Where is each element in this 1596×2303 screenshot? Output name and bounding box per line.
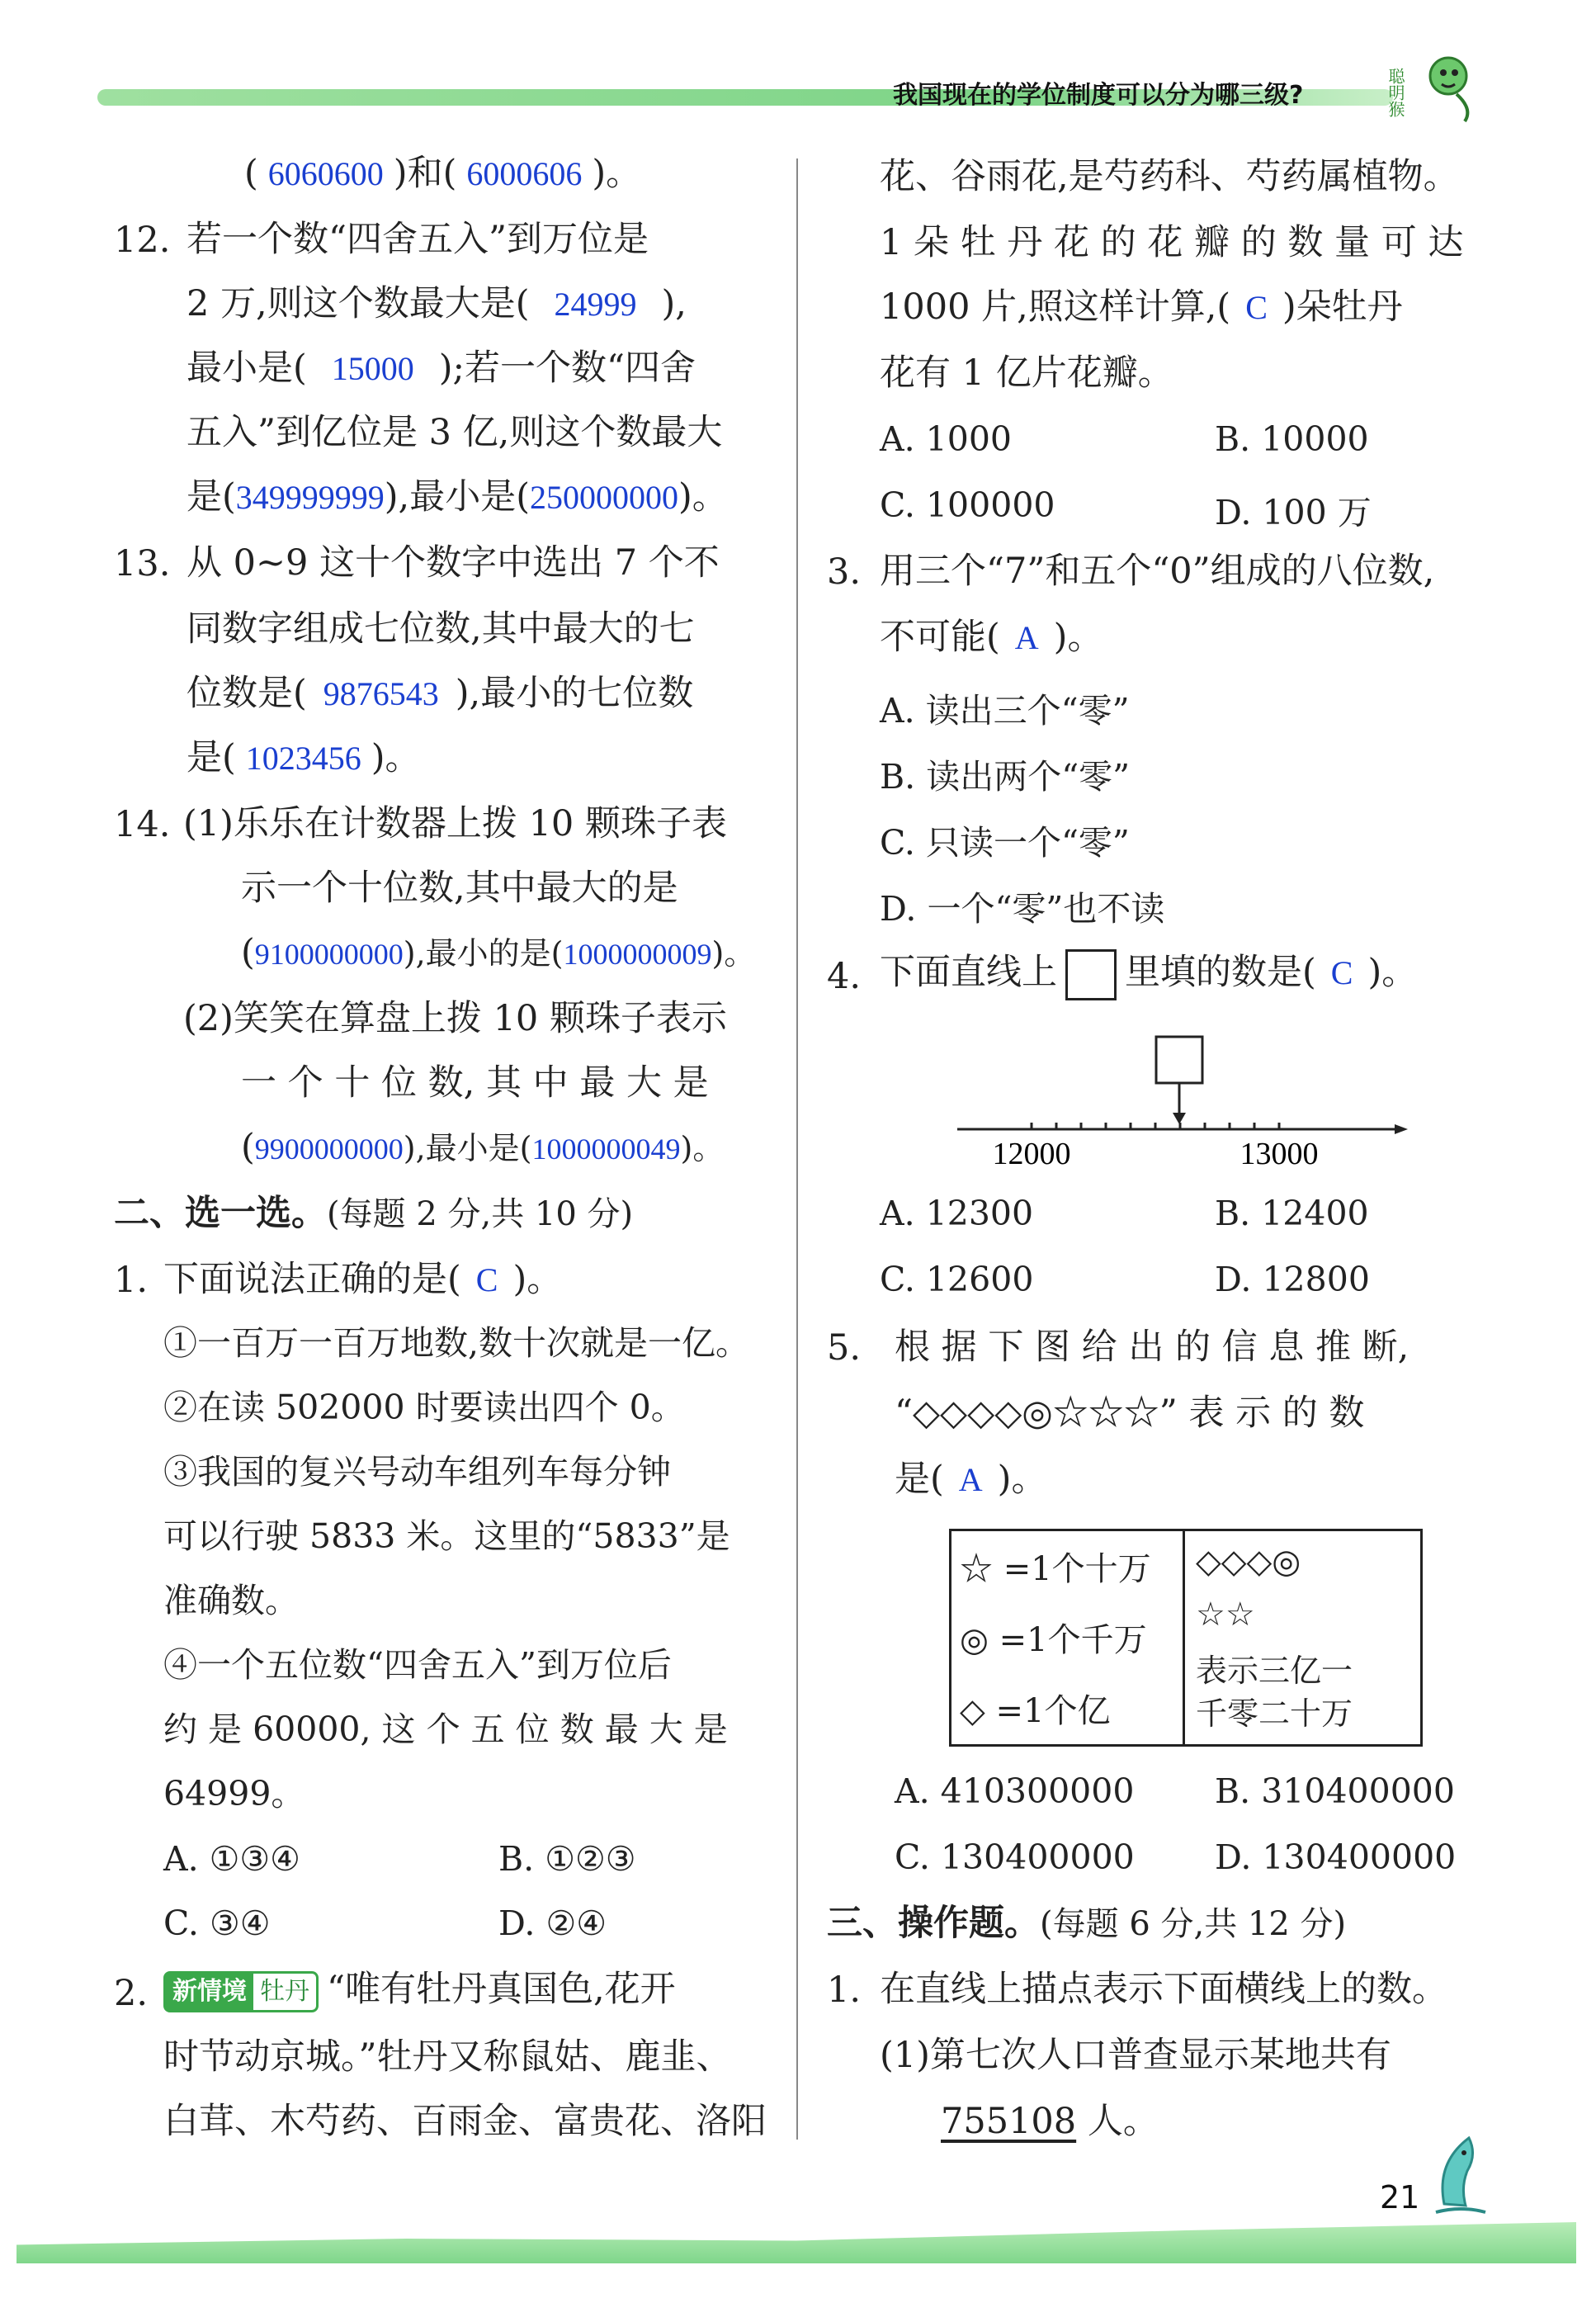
s2q1-statement: 64999。 — [163, 1774, 305, 1814]
answer: 9876543 — [323, 675, 439, 712]
s2q3-line: 不可能( A )。 — [880, 617, 1103, 658]
answer: A — [1014, 619, 1039, 656]
s2q1-statement: ④一个五位数“四舍五入”到万位后 — [163, 1645, 672, 1685]
question-number: 5. — [827, 1327, 862, 1369]
answer: C — [1245, 289, 1268, 326]
q14-line: (9100000000),最小的是(1000000009)。 — [241, 932, 756, 973]
question-number: 12. — [114, 220, 171, 261]
option-d: D. 12800 — [1215, 1260, 1370, 1299]
s2q3-line: 用三个“7”和五个“0”组成的八位数, — [880, 551, 1435, 592]
q13-line: 位数是( 9876543 ),最小的七位数 — [187, 673, 694, 714]
example-meaning: 表示三亿一 — [1196, 1653, 1353, 1689]
legend-star: ☆ =1个十万 — [960, 1550, 1151, 1588]
number-line-diagram — [949, 1032, 1411, 1180]
s2q1-statement: 约 是 60000, 这 个 五 位 数 最 大 是 — [163, 1710, 728, 1749]
header-question: 我国现在的学位制度可以分为哪三级? — [893, 81, 1304, 110]
question-number: 13. — [114, 543, 171, 584]
s2q5-line: 根 据 下 图 给 出 的 信 息 推 断, — [895, 1326, 1409, 1368]
answer: 24999 — [554, 286, 637, 323]
pointer-arrow — [1173, 1113, 1186, 1124]
mascot-text: 聪明猴 — [1386, 68, 1405, 117]
q13-line: 是( 1023456 )。 — [187, 737, 421, 778]
option-b: B. 读出两个“零” — [880, 757, 1131, 797]
option-b: B. 10000 — [1215, 419, 1369, 459]
q13-line: 从 0~9 这十个数字中选出 7 个不 — [187, 542, 720, 584]
option-b: B. ①②③ — [498, 1839, 636, 1879]
s2q4-line: 下面直线上 里填的数是( C )。 — [880, 949, 1417, 1000]
q12-line: 若一个数“四舍五入”到万位是 — [187, 219, 649, 260]
page-number: 21 — [1380, 2179, 1420, 2216]
answer: 15000 — [331, 350, 414, 387]
question-number: 3. — [827, 551, 862, 593]
q12-line: 2 万,则这个数最大是( 24999 ), — [187, 283, 687, 324]
dolphin-icon — [1428, 2130, 1494, 2220]
example-symbols: ◇◇◇◎ — [1196, 1543, 1301, 1581]
q11-answer-line: ( 6060600 )和( 6000606 )。 — [244, 153, 642, 194]
q13-line: 同数字组成七位数,其中最大的七 — [187, 608, 695, 650]
answer: 349999999 — [235, 479, 385, 516]
s3q1-line: (1)第七次人口普查显示某地共有 — [880, 2035, 1391, 2076]
legend-double-circle: ◎ =1个千万 — [960, 1621, 1147, 1659]
s2q1-stem: 下面说法正确的是( C )。 — [163, 1259, 563, 1300]
option-a: A. 12300 — [880, 1194, 1034, 1233]
option-c: C. 12600 — [880, 1260, 1034, 1299]
s2q2-line: 花有 1 亿片花瓣。 — [880, 352, 1173, 394]
option-a: A. ①③④ — [163, 1839, 300, 1879]
option-c: C. ③④ — [163, 1903, 271, 1943]
s2q2-line: 时节动京城。”牡丹又称鼠姑、鹿韭、 — [163, 2036, 732, 2078]
answer: 1000000009 — [563, 938, 712, 971]
section-3-title: 三、操作题。(每题 6 分,共 12 分) — [827, 1903, 1347, 1944]
question-number: 4. — [827, 956, 862, 997]
s2q1-statement: 可以行驶 5833 米。这里的“5833”是 — [163, 1516, 730, 1556]
footer-bar — [17, 2222, 1576, 2263]
legend-diamond: ◇ =1个亿 — [960, 1692, 1111, 1730]
section-2-title: 二、选一选。(每题 2 分,共 10 分) — [114, 1193, 634, 1234]
q14-line: (9900000000),最小是(1000000049)。 — [241, 1127, 725, 1168]
s2q2-line: 1000 片,照这样计算,( C )朵牡丹 — [880, 286, 1403, 328]
q12-line: 五入”到亿位是 3 亿,则这个数最大 — [187, 412, 723, 453]
s2q5-line: “◇◇◇◇◎☆☆☆” 表 示 的 数 — [895, 1393, 1365, 1434]
s2q1-statement: ①一百万一百万地数,数十次就是一亿。 — [163, 1323, 750, 1363]
option-c: C. 只读一个“零” — [880, 823, 1130, 863]
monkey-mascot-icon — [1386, 43, 1481, 124]
s2q1-statement: ③我国的复兴号动车组列车每分钟 — [163, 1452, 671, 1492]
question-number: 1. — [827, 1970, 862, 2011]
question-number: 2. — [114, 1973, 149, 2014]
s2q2-line: 1 朵 牡 丹 花 的 花 瓣 的 数 量 可 达 — [880, 222, 1464, 263]
answer: 1023456 — [245, 740, 361, 777]
s3q1-line: 在直线上描点表示下面横线上的数。 — [880, 1969, 1447, 2010]
answer: A — [958, 1461, 983, 1498]
answer: 6060600 — [267, 155, 384, 192]
s2q2-line: 新情境 牡丹 “唯有牡丹真国色,花开 — [163, 1970, 676, 2012]
blank-box — [1065, 949, 1117, 1000]
s2q1-statement: 准确数。 — [163, 1581, 299, 1620]
underlined-number: 755108 — [941, 2101, 1077, 2142]
option-b: B. 310400000 — [1215, 1771, 1455, 1811]
option-a: A. 410300000 — [895, 1771, 1135, 1811]
answer: C — [475, 1261, 498, 1298]
tick-label: 12000 — [992, 1137, 1071, 1171]
option-d: D. 100 万 — [1215, 493, 1372, 532]
option-a: A. 1000 — [880, 419, 1013, 459]
s2q1-statement: ②在读 502000 时要读出四个 0。 — [163, 1388, 685, 1427]
q14-line: 一 个 十 位 数, 其 中 最 大 是 — [241, 1062, 709, 1104]
blank-box — [1156, 1037, 1202, 1083]
answer: 9900000000 — [254, 1133, 404, 1166]
example-symbols: ☆☆ — [1196, 1596, 1255, 1634]
q14-line: 示一个十位数,其中最大的是 — [241, 868, 678, 909]
symbol-legend-table — [949, 1529, 1423, 1747]
answer: C — [1330, 954, 1353, 991]
option-a: A. 读出三个“零” — [880, 691, 1130, 731]
q12-line: 最小是( 15000 );若一个数“四舍 — [187, 348, 696, 389]
s2q2-line: 花、谷雨花,是芍药科、芍药属植物。 — [880, 156, 1459, 197]
q12-line: 是(349999999),最小是(250000000)。 — [187, 476, 728, 518]
question-number: 1. — [114, 1260, 149, 1301]
s2q5-line: 是( A )。 — [895, 1459, 1047, 1500]
option-c: C. 130400000 — [895, 1837, 1135, 1877]
answer: 250000000 — [530, 479, 679, 516]
q14-line: (2)笑笑在算盘上拨 10 颗珠子表示 — [183, 998, 727, 1039]
line-arrowhead — [1395, 1124, 1408, 1134]
example-meaning: 千零二十万 — [1196, 1695, 1353, 1732]
new-context-badge: 新情境 牡丹 — [163, 1971, 319, 2012]
q14-line: (1)乐乐在计数器上拨 10 颗珠子表 — [183, 803, 727, 844]
answer: 6000606 — [466, 155, 583, 192]
option-d: D. 一个“零”也不读 — [880, 889, 1165, 929]
answer: 9100000000 — [254, 938, 404, 971]
column-divider — [796, 158, 798, 2140]
option-c: C. 100000 — [880, 485, 1055, 525]
tick-label: 13000 — [1239, 1137, 1319, 1171]
option-d: D. ②④ — [498, 1903, 607, 1943]
option-b: B. 12400 — [1215, 1194, 1369, 1233]
option-d: D. 130400000 — [1215, 1837, 1457, 1877]
s3q1-line: 755108 人。 — [941, 2101, 1159, 2142]
answer: 1000000049 — [531, 1133, 681, 1166]
s2q2-line: 白茸、木芍药、百雨金、富贵花、洛阳 — [163, 2101, 767, 2142]
question-number: 14. — [114, 804, 171, 845]
